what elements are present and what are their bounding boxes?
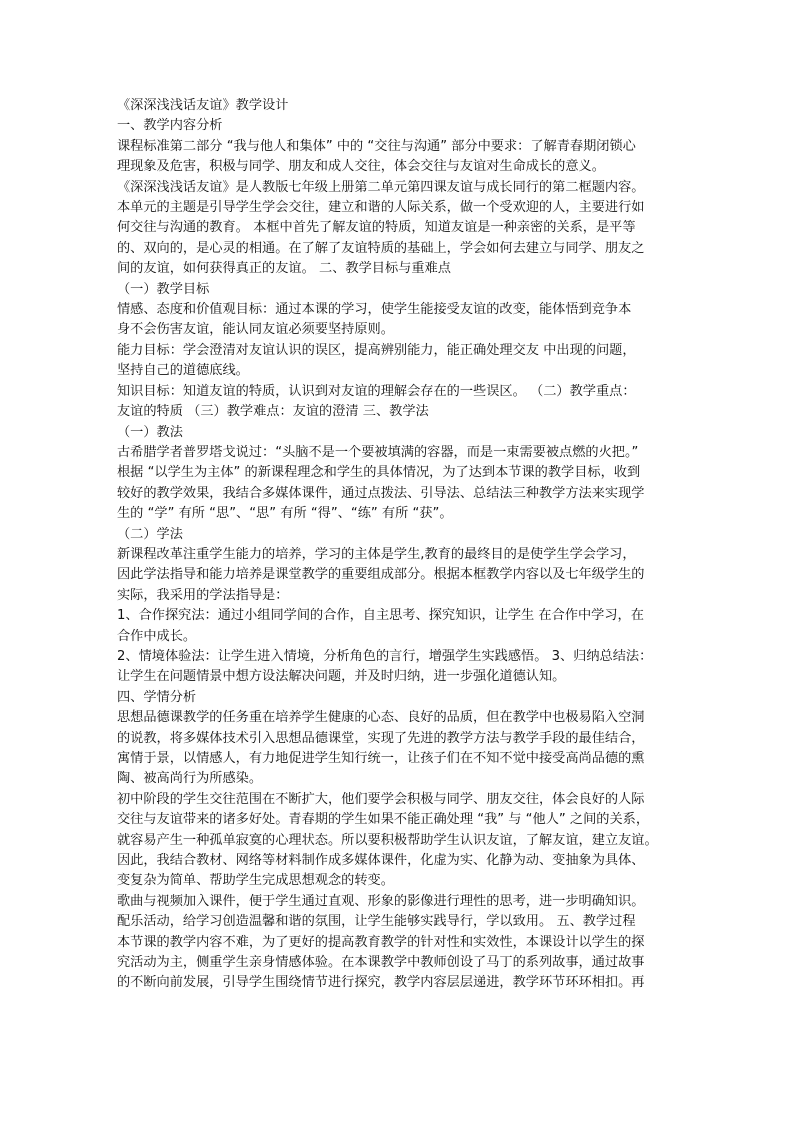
text-line: 让学生在问题情景中想方设法解决问题，并及时归纳，进一步强化道德认知。 (117, 669, 566, 685)
text-line: 歌曲与视频加入课件，便于学生通过直观、形象的影像进行理性的思考，进一步明确知识。 (117, 893, 645, 909)
text-line: 的、双向的，是心灵的相通。在了解了友谊特质的基础上，学会如何去建立与同学、朋友之 (117, 240, 645, 256)
subsection-heading: （一）教法 (117, 424, 183, 440)
text-line: 思想品德课教学的任务重在培养学生健康的心态、良好的品质，但在教学中也极易陷入空洞 (117, 710, 645, 726)
text-line: 情感、态度和价值观目标：通过本课的学习，使学生能接受友谊的改变，能体悟到竞争本 (117, 302, 632, 318)
text-line: 间的友谊，如何获得真正的友谊。 二、教学目标与重难点 (117, 261, 451, 277)
text-line: 知识目标：知道友谊的特质，认识到对友谊的理解会存在的一些误区。 （二）教学重点： (117, 383, 636, 399)
text-line: 古希腊学者普罗塔戈说过：“头脑不是一个要被填满的容器，而是一束需要被点燃的火把。” (117, 444, 639, 460)
text-line: 初中阶段的学生交往范围在不断扩大，他们要学会积极与同学、朋友交往，体会良好的人际 (117, 791, 645, 807)
document-title: 《深深浅浅话友谊》教学设计 (117, 98, 289, 113)
text-line: 究活动为主，侧重学生亲身情感体验。在本课教学中教师创设了马丁的系列故事，通过故事 (117, 955, 645, 971)
text-line: 根据 “以学生为主体” 的新课程理念和学生的具体情况，为了达到本节课的教学目标，收到 (117, 465, 641, 481)
text-line: 理现象及危害，积极与同学、朋友和成人交往，体会交往与友谊对生命成长的意义。 (117, 159, 605, 175)
section-heading: 四、学情分析 (117, 689, 197, 705)
text-line: 就容易产生一种孤单寂寞的心理状态。所以要积极帮助学生认识友谊，了解友谊，建立友谊。 (117, 832, 658, 848)
text-line: 《深深浅浅话友谊》是人教版七年级上册第二单元第四课友谊与成长同行的第二框题内容。 (117, 179, 645, 195)
text-line: 1、合作探究法：通过小组同学间的合作，自主思考、探究知识，让学生 在合作中学习，在 (117, 608, 644, 624)
text-line: 陶、被高尚行为所感染。 (117, 771, 263, 787)
text-line: 实际，我采用的学法指导是： (117, 587, 289, 603)
text-line: 能力目标：学会澄清对友谊认识的误区，提高辨别能力，能正确处理交友 中出现的问题， (117, 342, 636, 358)
text-line: 的不断向前发展，引导学生围绕情节进行探究，教学内容层层递进，教学环节环环相扣。再 (117, 975, 645, 991)
document-body (117, 96, 677, 994)
text-line: 坚持自己的道德底线。 (117, 363, 249, 379)
text-line: 合作中成长。 (117, 628, 197, 644)
text-line: 交往与友谊带来的诸多好处。青春期的学生如果不能正确处理 “我” 与 “他人” 之间的关系， (117, 812, 650, 828)
text-line: 配乐活动，给学习创造温馨和谐的氛围，让学生能够实践导行，学以致用。 五、教学过程 (117, 914, 636, 930)
text-line: 何交往与沟通的教育。 本框中首先了解友谊的特质，知道友谊是一种亲密的关系，是平等 (117, 220, 636, 236)
text-line: 2、情境体验法：让学生进入情境，分析角色的言行，增强学生实践感悟。 3、归纳总结法： (117, 648, 653, 664)
text-line: 本单元的主题是引导学生学会交往，建立和谐的人际关系，做一个受欢迎的人，主要进行如 (117, 200, 645, 216)
subsection-heading: （一）教学目标 (117, 281, 210, 297)
text-line: 课程标准第二部分 “我与他人和集体” 中的 “交往与沟通” 部分中要求：了解青春期闭锁心 (117, 138, 636, 154)
text-line: 寓情于景，以情感人，有力地促进学生知行统一，让孩子们在不知不觉中接受高尚品德的熏 (117, 751, 645, 766)
text-line: 生的 “学” 有所 “思”、“思” 有所 “得”、“练” 有所 “获”。 (117, 506, 453, 522)
subsection-heading: （二）学法 (117, 526, 183, 542)
text-line: 新课程改革注重学生能力的培养，学习的主体是学生,教育的最终目的是使学生学会学习， (117, 546, 636, 562)
section-heading: 一、教学内容分析 (117, 118, 223, 134)
text-line: 的说教，将多媒体技术引入思想品德课堂，实现了先进的教学方法与教学手段的最佳结合， (117, 730, 645, 746)
text-line: 本节课的教学内容不难，为了更好的提高教育教学的针对性和实效性，本课设计以学生的探 (117, 934, 645, 950)
text-line: 因此，我结合教材、网络等材料制作成多媒体课件，化虚为实、化静为动、变抽象为具体、 (117, 853, 645, 869)
text-line: 友谊的特质 （三）教学难点：友谊的澄清 三、教学法 (117, 404, 429, 420)
text-line: 因此学法指导和能力培养是课堂教学的重要组成部分。根据本框教学内容以及七年级学生的 (117, 567, 645, 583)
text-line: 较好的教学效果，我结合多媒体课件，通过点拨法、引导法、总结法三种教学方法来实现学 (117, 485, 645, 501)
text-line: 变复杂为简单、帮助学生完成思想观念的转变。 (117, 873, 394, 889)
text-line: 身不会伤害友谊，能认同友谊必须要坚持原则。 (117, 322, 394, 338)
